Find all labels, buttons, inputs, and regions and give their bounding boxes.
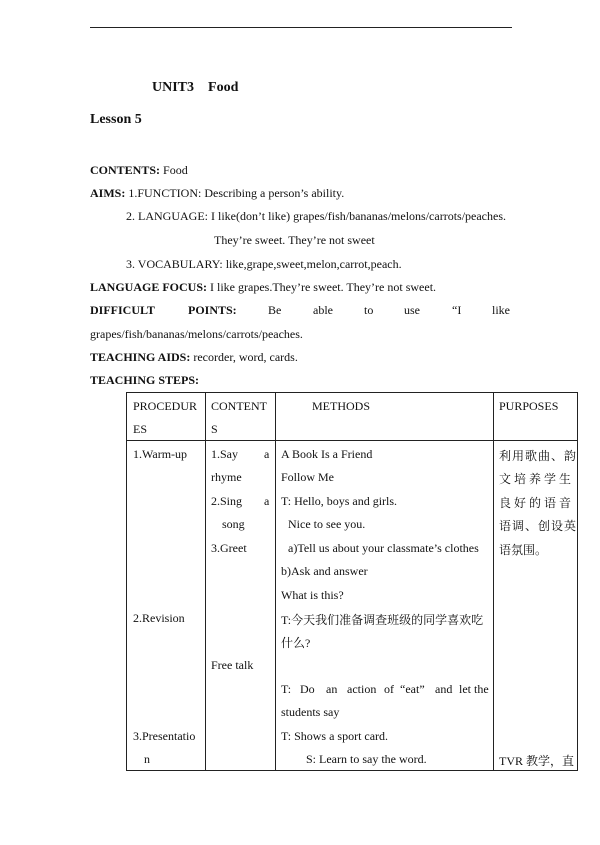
header-purposes: PURPOSES bbox=[494, 393, 578, 441]
lesson-title: Lesson 5 bbox=[90, 112, 142, 127]
header-rule bbox=[90, 27, 512, 28]
contents-line: CONTENTS: Food bbox=[90, 163, 188, 177]
teaching-steps-table bbox=[126, 392, 578, 771]
language-focus-line: LANGUAGE FOCUS: I like grapes.They’re sweet. They’re not sweet. bbox=[90, 280, 437, 294]
header-procedures: PROCEDUR ES bbox=[127, 393, 206, 441]
procedures-cell: 1.Warm-up 2.Revision 3.Presentatio n bbox=[127, 441, 206, 771]
header-methods: METHODS bbox=[276, 393, 494, 441]
aims-line-3: They’re sweet. They’re not sweet bbox=[214, 233, 375, 247]
table-header-row bbox=[127, 393, 578, 441]
contents-cell: 1.Say a rhyme 2.Sing a song 3.Greet Free talk bbox=[206, 441, 276, 771]
header-contents: CONTENT S bbox=[206, 393, 276, 441]
aims-line-4: 3. VOCABULARY: like,grape,sweet,melon,carrot,peach. bbox=[126, 257, 402, 271]
purposes-cell: 利用歌曲、韵 文培养学生 良好的语音 语调、创设英 语氛围。 TVR 教学，直 bbox=[494, 441, 578, 771]
unit-title: UNIT3 Food bbox=[152, 80, 239, 95]
aims-line-1: AIMS: 1.FUNCTION: Describing a person’s ability. bbox=[90, 186, 345, 200]
teaching-steps-heading: TEACHING STEPS: bbox=[90, 373, 200, 387]
methods-cell: A Book Is a Friend Follow Me T: Hello, boys and girls. Nice to see you. a)Tell us about your classmate’s clothes b)Ask and answer What is this? T:今天我们准备调查班级的同学喜欢吃 什么? T: Do an action of “eat” and let the students say T: Shows a sport card. S: Learn to say the word. bbox=[276, 441, 494, 771]
table-body-row bbox=[127, 441, 578, 771]
difficult-points-line-2: grapes/fish/bananas/melons/carrots/peaches. bbox=[90, 327, 303, 341]
aims-line-2: 2. LANGUAGE: I like(don’t like) grapes/fish/bananas/melons/carrots/peaches. bbox=[126, 209, 507, 223]
teaching-aids-line: TEACHING AIDS: recorder, word, cards. bbox=[90, 350, 298, 364]
